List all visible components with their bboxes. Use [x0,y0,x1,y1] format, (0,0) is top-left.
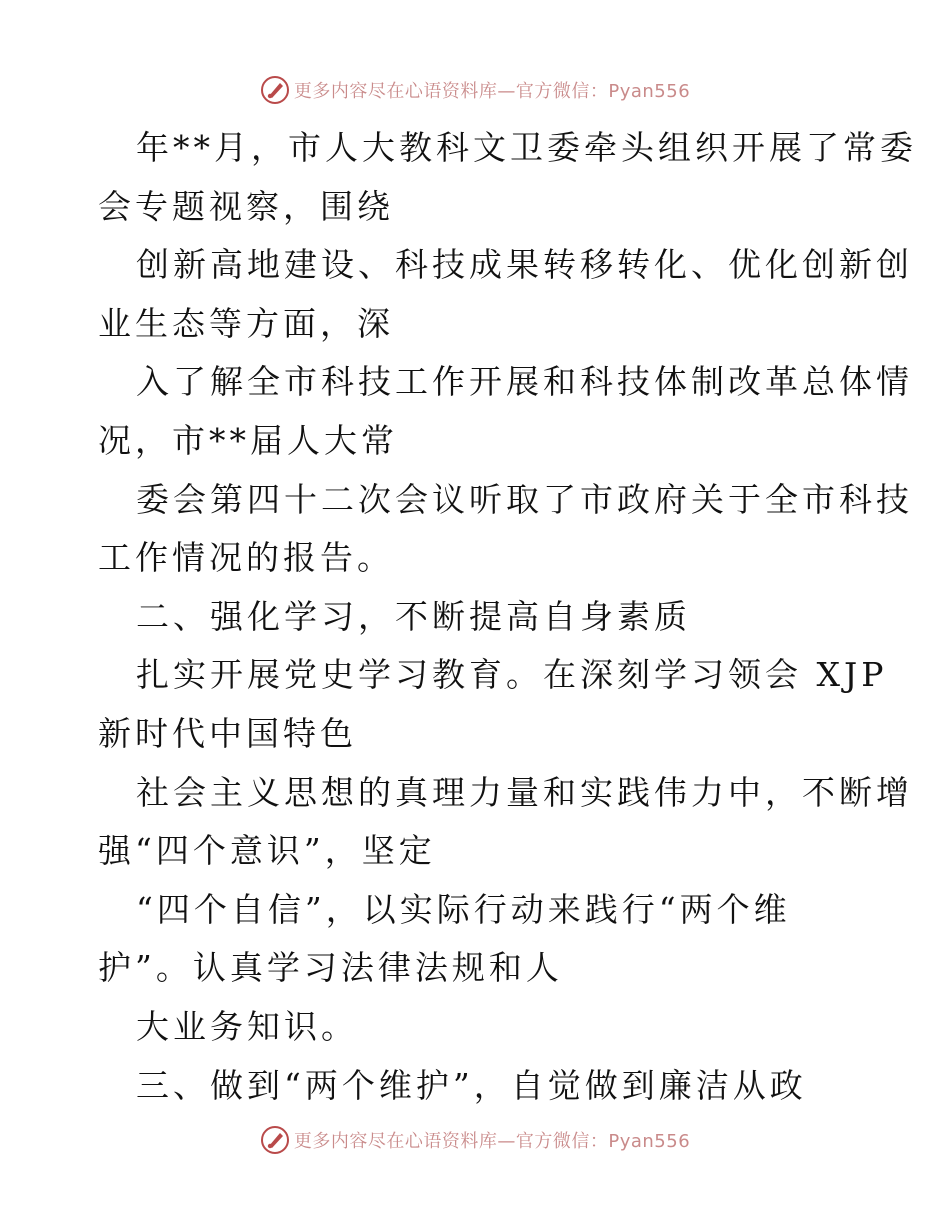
text-line: 委会第四十二次会议听取了市政府关于全市科技 [136,479,913,519]
text-line: 创新高地建设、科技成果转移转化、优化创新创 [136,245,913,285]
text-line: 年**月，市人大教科文卫委牵头组织开展了常委 [136,128,917,167]
text-line: 大业务知识。 [136,1007,358,1046]
text-line: 新时代中国特色 [98,714,357,753]
text-line: 业生态等方面，深 [98,303,394,343]
text-line: 扎实开展党史学习教育。在深刻学习领会 XJP [136,655,888,695]
header-watermark [0,70,950,110]
text-line: 强“四个意识”，坚定 [98,831,436,871]
text-line: 入了解全市科技工作开展和科技体制改革总体情 [136,362,913,402]
text-line: 况，市**届人大常 [98,421,398,460]
text-line: 社会主义思想的真理力量和实践伟力中，不断增 [136,772,913,812]
footer-watermark [0,1120,950,1160]
text-line: 三、做到“两个维护”，自觉做到廉洁从政 [136,1065,807,1105]
logo-icon [260,1125,290,1155]
logo-icon [260,75,290,105]
text-line: 工作情况的报告。 [98,538,394,578]
text-line: 二、强化学习，不断提高自身素质 [136,596,691,636]
text-line: 护”。认真学习法律法规和人 [98,948,563,988]
text-line: “四个自信”，以实际行动来践行“两个维 [136,889,791,929]
watermark-text: 更多内容尽在心语资料库—官方微信：Pyan556 [293,1131,691,1152]
watermark-text: 更多内容尽在心语资料库—官方微信：Pyan556 [293,81,691,102]
text-line: 会专题视察，围绕 [98,186,394,226]
